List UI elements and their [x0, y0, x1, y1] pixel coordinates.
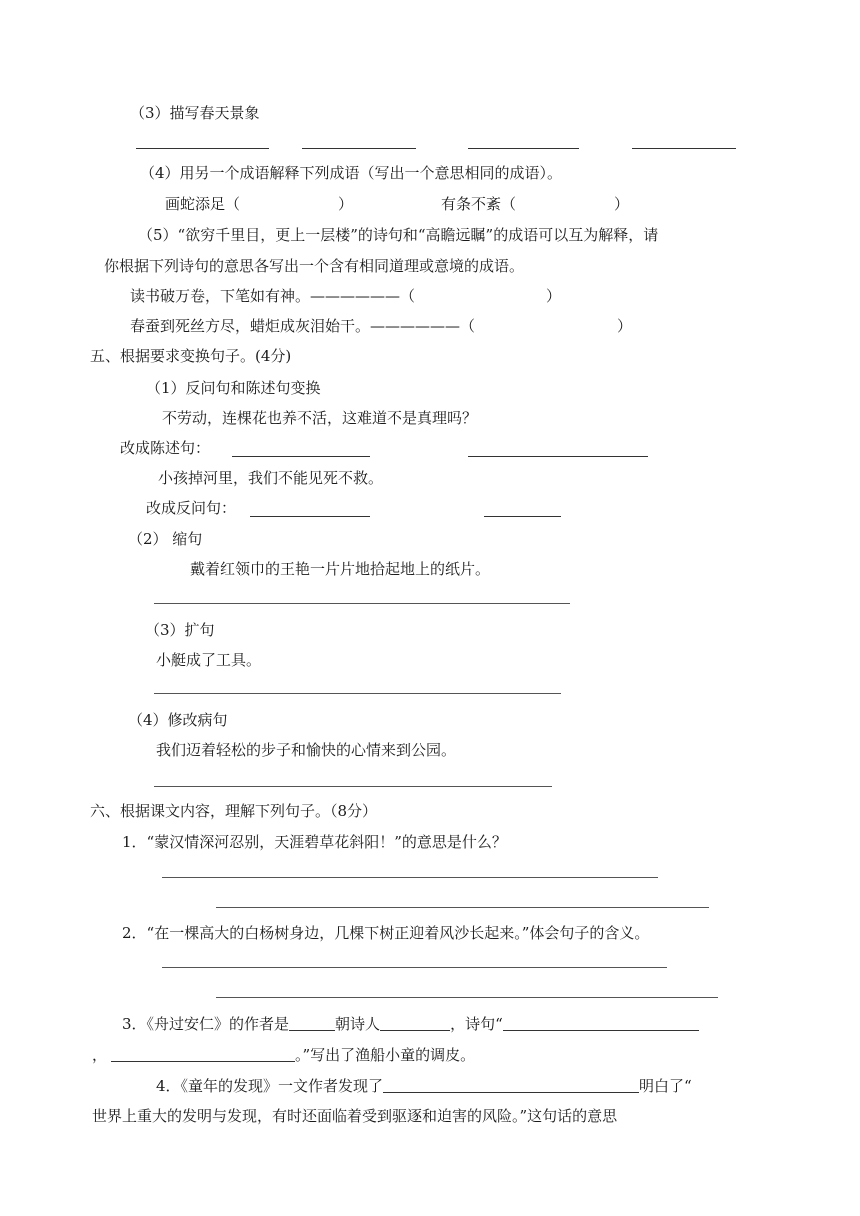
answer-line-q3-3[interactable]: [468, 148, 579, 149]
s6-q3-part-d: ，: [92, 1046, 108, 1064]
blank-poet[interactable]: [380, 1016, 450, 1031]
s6-q3-part-c: ，诗句“: [450, 1015, 503, 1033]
s6-q1: 1．“蒙汉情深河忍别，天涯碧草花斜阳！”的意思是什么？: [122, 833, 507, 851]
s6-q4-line-2: 世界上重大的发明与发现，有时还面临着受到驱逐和迫害的风险。”这句话的意思: [92, 1107, 618, 1125]
s6-q4-line-1: [156, 1076, 692, 1096]
q3-label: （3）描写春天景象: [130, 104, 260, 122]
s6-q2: 2．“在一棵高大的白杨树身边，几棵下树正迎着风沙长起来。”体会句子的含义。: [122, 924, 650, 942]
answer-line-s5-q2[interactable]: [154, 603, 570, 604]
s6-q3-line-1: [122, 1014, 699, 1034]
answer-line-s5-q1-3[interactable]: [250, 516, 370, 517]
s5-q1-label: （1）反问句和陈述句变换: [146, 379, 321, 397]
q5-item-1: 读书破万卷，下笔如有神。——————（: [130, 287, 416, 305]
q5-item-1-close: ）: [546, 287, 562, 305]
answer-line-s5-q1-2[interactable]: [468, 456, 648, 457]
s5-q4-label: （4）修改病句: [128, 711, 228, 729]
s5-q3-label: （3）扩句: [145, 621, 215, 639]
blank-discovery[interactable]: [383, 1078, 639, 1093]
s6-q3-line-2: [92, 1045, 475, 1065]
answer-line-s6-q1-1[interactable]: [162, 877, 658, 878]
s5-q1-prompt-2: 改成反问句：: [146, 499, 237, 517]
answer-line-s5-q1-1[interactable]: [232, 456, 370, 457]
answer-line-q3-2[interactable]: [302, 148, 416, 149]
s5-q1-sentence-2: 小孩掉河里，我们不能见死不救。: [158, 469, 384, 487]
q5-item-2: 春蚕到死丝方尽，蜡炬成灰泪始干。——————（: [130, 317, 476, 335]
answer-line-s6-q2-2[interactable]: [216, 997, 718, 998]
answer-line-s5-q3[interactable]: [154, 693, 561, 694]
q4-item-1: 画蛇添足（: [165, 195, 241, 213]
section-6-heading: 六、根据课文内容，理解下列句子。（8分）: [90, 802, 378, 820]
s5-q1-prompt: 改成陈述句：: [120, 439, 211, 457]
answer-line-s5-q4[interactable]: [154, 786, 552, 787]
answer-line-s6-q1-2[interactable]: [216, 907, 709, 908]
blank-poem-line-2[interactable]: [111, 1047, 295, 1062]
answer-line-s5-q1-4[interactable]: [484, 516, 561, 517]
q5-item-2-close: ）: [617, 317, 633, 335]
s5-q1-sentence: 不劳动，连棵花也养不活，这难道不是真理吗？: [162, 409, 478, 427]
q5-line-2: 你根据下列诗句的意思各写出一个含有相同道理或意境的成语。: [104, 257, 525, 275]
q4-item-2-close: ）: [614, 195, 630, 213]
s6-q3-part-a: 3．《舟过安仁》的作者是: [122, 1015, 290, 1033]
answer-line-q3-1[interactable]: [136, 148, 269, 149]
s5-q2-label: （2） 缩句: [128, 530, 203, 548]
q4-item-1-close: ）: [338, 195, 354, 213]
q4-label: （4）用另一个成语解释下列成语（写出一个意思相同的成语）。: [140, 164, 563, 182]
q4-item-2: 有条不紊（: [441, 195, 517, 213]
answer-line-q3-4[interactable]: [632, 148, 736, 149]
blank-poem-line-1[interactable]: [503, 1016, 699, 1031]
s6-q4-part-b: 明白了“: [639, 1077, 692, 1095]
s6-q3-part-b: 朝诗人: [335, 1015, 381, 1033]
section-5-heading: 五、根据要求变换句子。(4分): [90, 347, 292, 365]
s5-q4-sentence: 我们迈着轻松的步子和愉快的心情来到公园。: [156, 741, 457, 759]
answer-line-s6-q2-1[interactable]: [162, 967, 667, 968]
s5-q2-sentence: 戴着红领巾的王艳一片片地拾起地上的纸片。: [190, 560, 491, 578]
s6-q3-part-e: 。”写出了渔船小童的调皮。: [295, 1046, 476, 1064]
blank-dynasty[interactable]: [289, 1016, 335, 1031]
s6-q4-part-a: 4．《童年的发现》一文作者发现了: [156, 1077, 384, 1095]
q5-line-1: （5）“欲穷千里目，更上一层楼”的诗句和“高瞻远瞩”的成语可以互为解释，请: [138, 226, 659, 244]
s5-q3-sentence: 小艇成了工具。: [156, 651, 262, 669]
